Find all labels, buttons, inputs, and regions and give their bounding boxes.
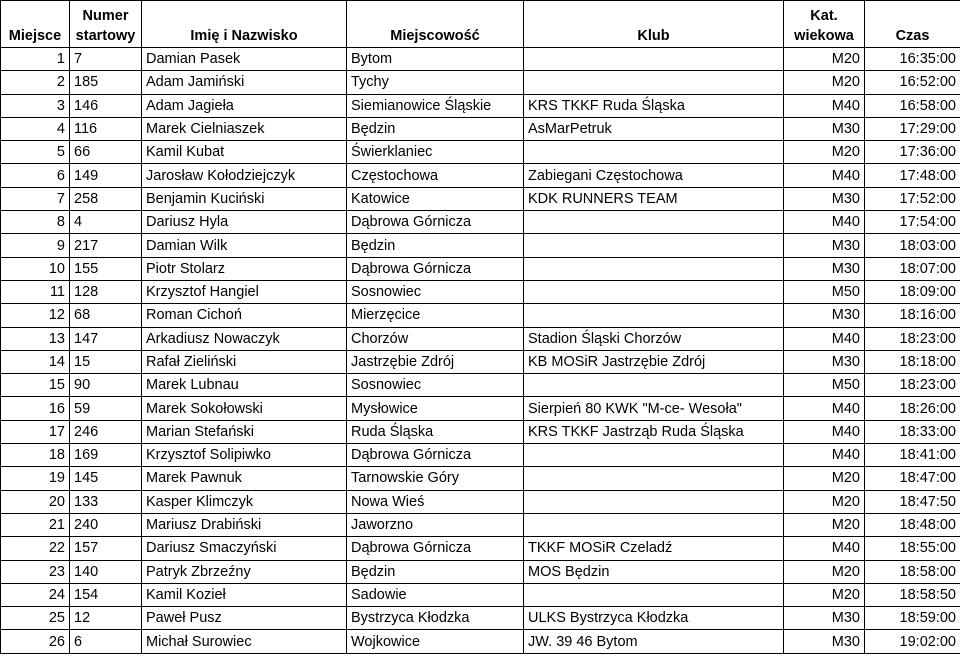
cell-time: 17:48:00 — [865, 164, 960, 187]
cell-number: 246 — [70, 420, 142, 443]
table-row — [1, 187, 960, 210]
cell-category: M30 — [784, 187, 865, 210]
cell-category: M30 — [784, 234, 865, 257]
table-row — [1, 537, 960, 560]
cell-club: KB MOSiR Jastrzębie Zdrój — [524, 350, 784, 373]
table-row — [1, 327, 960, 350]
cell-number: 169 — [70, 444, 142, 467]
cell-category: M30 — [784, 607, 865, 630]
cell-name: Benjamin Kuciński — [142, 187, 347, 210]
cell-category: M40 — [784, 211, 865, 234]
cell-place: 17 — [1, 420, 70, 443]
cell-city: Dąbrowa Górnicza — [347, 257, 524, 280]
cell-name: Dariusz Smaczyński — [142, 537, 347, 560]
cell-place: 9 — [1, 234, 70, 257]
cell-place: 15 — [1, 374, 70, 397]
cell-club — [524, 257, 784, 280]
cell-time: 18:23:00 — [865, 327, 960, 350]
cell-club: KRS TKKF Ruda Śląska — [524, 94, 784, 117]
table-row — [1, 211, 960, 234]
cell-name: Jarosław Kołodziejczyk — [142, 164, 347, 187]
cell-name: Roman Cichoń — [142, 304, 347, 327]
header-name: Imię i Nazwisko — [142, 1, 347, 48]
cell-place: 14 — [1, 350, 70, 373]
cell-city: Dąbrowa Górnicza — [347, 211, 524, 234]
table-row — [1, 71, 960, 94]
cell-place: 2 — [1, 71, 70, 94]
cell-category: M20 — [784, 513, 865, 536]
cell-name: Kamil Kozieł — [142, 583, 347, 606]
table-row — [1, 513, 960, 536]
cell-city: Będzin — [347, 117, 524, 140]
cell-city: Sosnowiec — [347, 280, 524, 303]
table-row — [1, 48, 960, 71]
cell-category: M30 — [784, 117, 865, 140]
cell-name: Krzysztof Hangiel — [142, 280, 347, 303]
table-row — [1, 141, 960, 164]
cell-name: Kamil Kubat — [142, 141, 347, 164]
cell-place: 8 — [1, 211, 70, 234]
cell-place: 1 — [1, 48, 70, 71]
cell-club: Stadion Śląski Chorzów — [524, 327, 784, 350]
cell-place: 20 — [1, 490, 70, 513]
cell-number: 66 — [70, 141, 142, 164]
cell-place: 7 — [1, 187, 70, 210]
cell-club — [524, 583, 784, 606]
cell-city: Sosnowiec — [347, 374, 524, 397]
cell-club — [524, 141, 784, 164]
cell-club — [524, 48, 784, 71]
cell-club: Zabiegani Częstochowa — [524, 164, 784, 187]
cell-time: 18:55:00 — [865, 537, 960, 560]
cell-club: JW. 39 46 Bytom — [524, 630, 784, 653]
cell-number: 217 — [70, 234, 142, 257]
cell-city: Częstochowa — [347, 164, 524, 187]
cell-place: 11 — [1, 280, 70, 303]
cell-city: Dąbrowa Górnicza — [347, 444, 524, 467]
cell-number: 140 — [70, 560, 142, 583]
cell-club — [524, 211, 784, 234]
header-number — [70, 1, 142, 48]
cell-place: 5 — [1, 141, 70, 164]
cell-number: 6 — [70, 630, 142, 653]
cell-club: ULKS Bystrzyca Kłodzka — [524, 607, 784, 630]
table-row — [1, 164, 960, 187]
cell-number: 185 — [70, 71, 142, 94]
cell-time: 17:54:00 — [865, 211, 960, 234]
table-row — [1, 304, 960, 327]
cell-time: 18:07:00 — [865, 257, 960, 280]
cell-place: 18 — [1, 444, 70, 467]
cell-name: Kasper Klimczyk — [142, 490, 347, 513]
cell-category: M30 — [784, 630, 865, 653]
table-row — [1, 607, 960, 630]
cell-club — [524, 444, 784, 467]
table-row — [1, 280, 960, 303]
cell-time: 19:02:00 — [865, 630, 960, 653]
cell-name: Michał Surowiec — [142, 630, 347, 653]
cell-club — [524, 280, 784, 303]
cell-city: Chorzów — [347, 327, 524, 350]
cell-city: Jaworzno — [347, 513, 524, 536]
cell-number: 116 — [70, 117, 142, 140]
table-row — [1, 490, 960, 513]
table-row — [1, 444, 960, 467]
cell-place: 16 — [1, 397, 70, 420]
cell-city: Dąbrowa Górnicza — [347, 537, 524, 560]
cell-category: M20 — [784, 71, 865, 94]
cell-club: TKKF MOSiR Czeladź — [524, 537, 784, 560]
table-row — [1, 94, 960, 117]
header-city: Miejscowość — [347, 1, 524, 48]
cell-number: 68 — [70, 304, 142, 327]
cell-time: 16:35:00 — [865, 48, 960, 71]
cell-city: Tychy — [347, 71, 524, 94]
cell-category: M20 — [784, 141, 865, 164]
cell-name: Marek Sokołowski — [142, 397, 347, 420]
cell-time: 18:41:00 — [865, 444, 960, 467]
cell-city: Wojkowice — [347, 630, 524, 653]
cell-time: 18:58:00 — [865, 560, 960, 583]
cell-city: Sadowie — [347, 583, 524, 606]
table-row — [1, 560, 960, 583]
cell-time: 18:48:00 — [865, 513, 960, 536]
cell-time: 16:58:00 — [865, 94, 960, 117]
cell-number: 15 — [70, 350, 142, 373]
cell-time: 18:03:00 — [865, 234, 960, 257]
header-time: Czas — [865, 1, 960, 48]
cell-place: 26 — [1, 630, 70, 653]
header-category-line2: wiekowa — [794, 28, 854, 44]
cell-name: Damian Pasek — [142, 48, 347, 71]
header-number-line2: startowy — [75, 28, 136, 44]
header-place: Miejsce — [1, 1, 70, 48]
cell-name: Krzysztof Solipiwko — [142, 444, 347, 467]
cell-time: 18:58:50 — [865, 583, 960, 606]
cell-category: M40 — [784, 94, 865, 117]
cell-category: M20 — [784, 48, 865, 71]
cell-club — [524, 467, 784, 490]
cell-city: Bytom — [347, 48, 524, 71]
cell-time: 17:52:00 — [865, 187, 960, 210]
cell-club — [524, 71, 784, 94]
cell-club: KDK RUNNERS TEAM — [524, 187, 784, 210]
cell-place: 25 — [1, 607, 70, 630]
cell-place: 4 — [1, 117, 70, 140]
table-row — [1, 374, 960, 397]
cell-city: Będzin — [347, 234, 524, 257]
header-category-line1: Kat. — [810, 8, 838, 24]
cell-time: 18:26:00 — [865, 397, 960, 420]
cell-category: M30 — [784, 257, 865, 280]
cell-name: Piotr Stolarz — [142, 257, 347, 280]
cell-time: 17:36:00 — [865, 141, 960, 164]
cell-time: 18:33:00 — [865, 420, 960, 443]
cell-time: 17:29:00 — [865, 117, 960, 140]
table-row — [1, 630, 960, 653]
table-body — [1, 48, 960, 654]
cell-category: M20 — [784, 490, 865, 513]
header-number-line1: Numer — [82, 8, 129, 24]
cell-name: Marek Lubnau — [142, 374, 347, 397]
cell-place: 23 — [1, 560, 70, 583]
cell-club — [524, 234, 784, 257]
cell-name: Adam Jagieła — [142, 94, 347, 117]
cell-city: Świerklaniec — [347, 141, 524, 164]
cell-category: M40 — [784, 444, 865, 467]
cell-city: Jastrzębie Zdrój — [347, 350, 524, 373]
cell-number: 240 — [70, 513, 142, 536]
cell-number: 147 — [70, 327, 142, 350]
cell-category: M40 — [784, 420, 865, 443]
cell-club: AsMarPetruk — [524, 117, 784, 140]
table-row — [1, 467, 960, 490]
cell-place: 10 — [1, 257, 70, 280]
cell-number: 12 — [70, 607, 142, 630]
cell-category: M40 — [784, 537, 865, 560]
cell-category: M40 — [784, 397, 865, 420]
cell-name: Rafał Zieliński — [142, 350, 347, 373]
cell-number: 133 — [70, 490, 142, 513]
cell-name: Patryk Zbrzeźny — [142, 560, 347, 583]
table-row — [1, 234, 960, 257]
cell-name: Paweł Pusz — [142, 607, 347, 630]
cell-club: KRS TKKF Jastrząb Ruda Śląska — [524, 420, 784, 443]
cell-category: M40 — [784, 327, 865, 350]
table-row — [1, 117, 960, 140]
cell-time: 18:23:00 — [865, 374, 960, 397]
cell-time: 18:18:00 — [865, 350, 960, 373]
cell-category: M30 — [784, 350, 865, 373]
cell-club — [524, 513, 784, 536]
cell-city: Będzin — [347, 560, 524, 583]
cell-city: Mysłowice — [347, 397, 524, 420]
cell-number: 7 — [70, 48, 142, 71]
cell-club — [524, 490, 784, 513]
cell-time: 18:59:00 — [865, 607, 960, 630]
cell-club: MOS Będzin — [524, 560, 784, 583]
cell-number: 146 — [70, 94, 142, 117]
cell-category: M20 — [784, 583, 865, 606]
cell-number: 145 — [70, 467, 142, 490]
cell-club: Sierpień 80 KWK "M-ce- Wesoła" — [524, 397, 784, 420]
cell-place: 3 — [1, 94, 70, 117]
table-row — [1, 397, 960, 420]
cell-place: 21 — [1, 513, 70, 536]
cell-number: 90 — [70, 374, 142, 397]
cell-time: 18:16:00 — [865, 304, 960, 327]
cell-category: M30 — [784, 304, 865, 327]
cell-category: M50 — [784, 374, 865, 397]
table-row — [1, 257, 960, 280]
table-header — [1, 1, 960, 48]
cell-number: 258 — [70, 187, 142, 210]
cell-number: 149 — [70, 164, 142, 187]
header-category — [784, 1, 865, 48]
table-row — [1, 583, 960, 606]
cell-city: Mierzęcice — [347, 304, 524, 327]
cell-number: 154 — [70, 583, 142, 606]
cell-category: M20 — [784, 560, 865, 583]
cell-city: Katowice — [347, 187, 524, 210]
cell-name: Marek Pawnuk — [142, 467, 347, 490]
cell-city: Tarnowskie Góry — [347, 467, 524, 490]
cell-number: 4 — [70, 211, 142, 234]
header-club: Klub — [524, 1, 784, 48]
cell-time: 16:52:00 — [865, 71, 960, 94]
cell-city: Ruda Śląska — [347, 420, 524, 443]
cell-name: Damian Wilk — [142, 234, 347, 257]
cell-number: 157 — [70, 537, 142, 560]
cell-time: 18:09:00 — [865, 280, 960, 303]
cell-name: Marek Cielniaszek — [142, 117, 347, 140]
cell-place: 6 — [1, 164, 70, 187]
table-row — [1, 420, 960, 443]
cell-time: 18:47:00 — [865, 467, 960, 490]
cell-club — [524, 304, 784, 327]
cell-city: Siemianowice Śląskie — [347, 94, 524, 117]
cell-place: 22 — [1, 537, 70, 560]
cell-category: M50 — [784, 280, 865, 303]
cell-place: 19 — [1, 467, 70, 490]
cell-number: 155 — [70, 257, 142, 280]
cell-number: 59 — [70, 397, 142, 420]
cell-number: 128 — [70, 280, 142, 303]
cell-place: 12 — [1, 304, 70, 327]
cell-club — [524, 374, 784, 397]
cell-name: Dariusz Hyla — [142, 211, 347, 234]
cell-name: Marian Stefański — [142, 420, 347, 443]
cell-category: M40 — [784, 164, 865, 187]
cell-name: Arkadiusz Nowaczyk — [142, 327, 347, 350]
cell-category: M20 — [784, 467, 865, 490]
cell-city: Nowa Wieś — [347, 490, 524, 513]
cell-place: 13 — [1, 327, 70, 350]
cell-name: Mariusz Drabiński — [142, 513, 347, 536]
table-row — [1, 350, 960, 373]
header-row — [1, 1, 960, 48]
cell-name: Adam Jamiński — [142, 71, 347, 94]
cell-time: 18:47:50 — [865, 490, 960, 513]
cell-city: Bystrzyca Kłodzka — [347, 607, 524, 630]
cell-place: 24 — [1, 583, 70, 606]
